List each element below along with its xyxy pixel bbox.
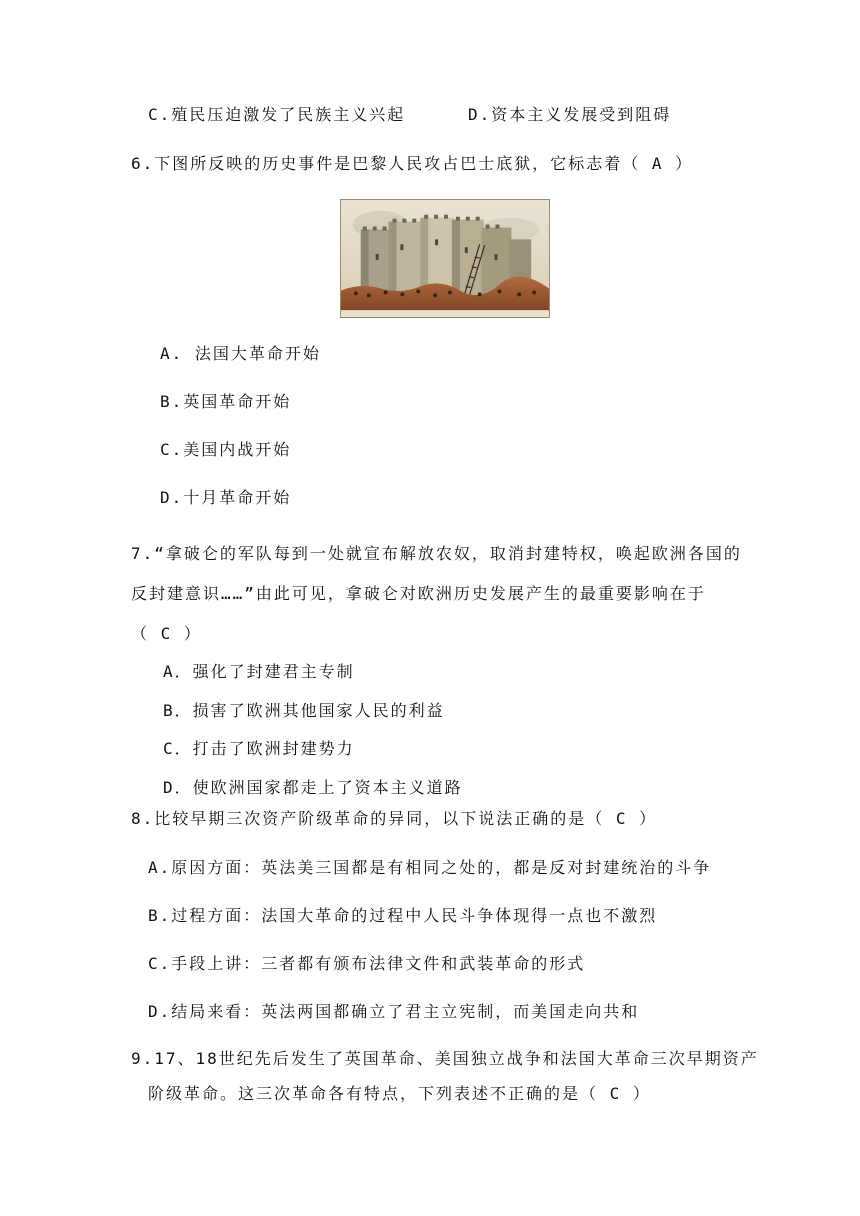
bastille-storming-painting <box>340 199 550 318</box>
q6-option-a: A. 法国大革命开始 <box>160 344 321 363</box>
q8-option-a: A.原因方面：英法美三国都是有相同之处的，都是反对封建统治的斗争 <box>148 858 712 877</box>
q7-option-b: B．损害了欧洲其他国家人民的利益 <box>163 701 445 720</box>
q7-option-d: D．使欧洲国家都走上了资本主义道路 <box>163 778 463 797</box>
q6-option-b: B.英国革命开始 <box>160 392 292 411</box>
q8-option-b: B.过程方面：法国大革命的过程中人民斗争体现得一点也不激烈 <box>148 906 658 925</box>
q6-option-d: D.十月革命开始 <box>160 488 292 507</box>
q7-option-c: C．打击了欧洲封建势力 <box>163 739 355 758</box>
q5-option-d: D.资本主义发展受到阻碍 <box>468 105 672 124</box>
q6-stem: 6.下图所反映的历史事件是巴黎人民攻占巴士底狱，它标志着（ A ） <box>131 154 694 173</box>
q8-stem: 8.比较早期三次资产阶级革命的异同，以下说法正确的是（ C ） <box>131 809 658 828</box>
q5-option-c: C.殖民压迫激发了民族主义兴起 <box>148 105 406 124</box>
q7-stem-line-1: 7.“拿破仑的军队每到一处就宣布解放农奴，取消封建特权，唤起欧洲各国的 <box>131 544 742 563</box>
q9-stem-line-2: 阶级革命。这三次革命各有特点，下列表述不正确的是（ C ） <box>148 1084 651 1103</box>
q8-option-d: D.结局来看：英法两国都确立了君主立宪制，而美国走向共和 <box>148 1002 640 1021</box>
q7-stem-line-2: 反封建意识……”由此可见，拿破仑对欧洲历史发展产生的最重要影响在于 <box>131 584 706 603</box>
q6-option-c: C.美国内战开始 <box>160 440 292 459</box>
bastille-illustration <box>341 200 549 317</box>
q9-stem-line-1: 9.17、18世纪先后发生了英国革命、美国独立战争和法国大革命三次早期资产 <box>131 1049 759 1068</box>
q7-answer-bracket: （ C ） <box>131 624 202 643</box>
q8-option-c: C.手段上讲：三者都有颁布法律文件和武装革命的形式 <box>148 954 586 973</box>
q7-option-a: A．强化了封建君主专制 <box>163 662 355 681</box>
